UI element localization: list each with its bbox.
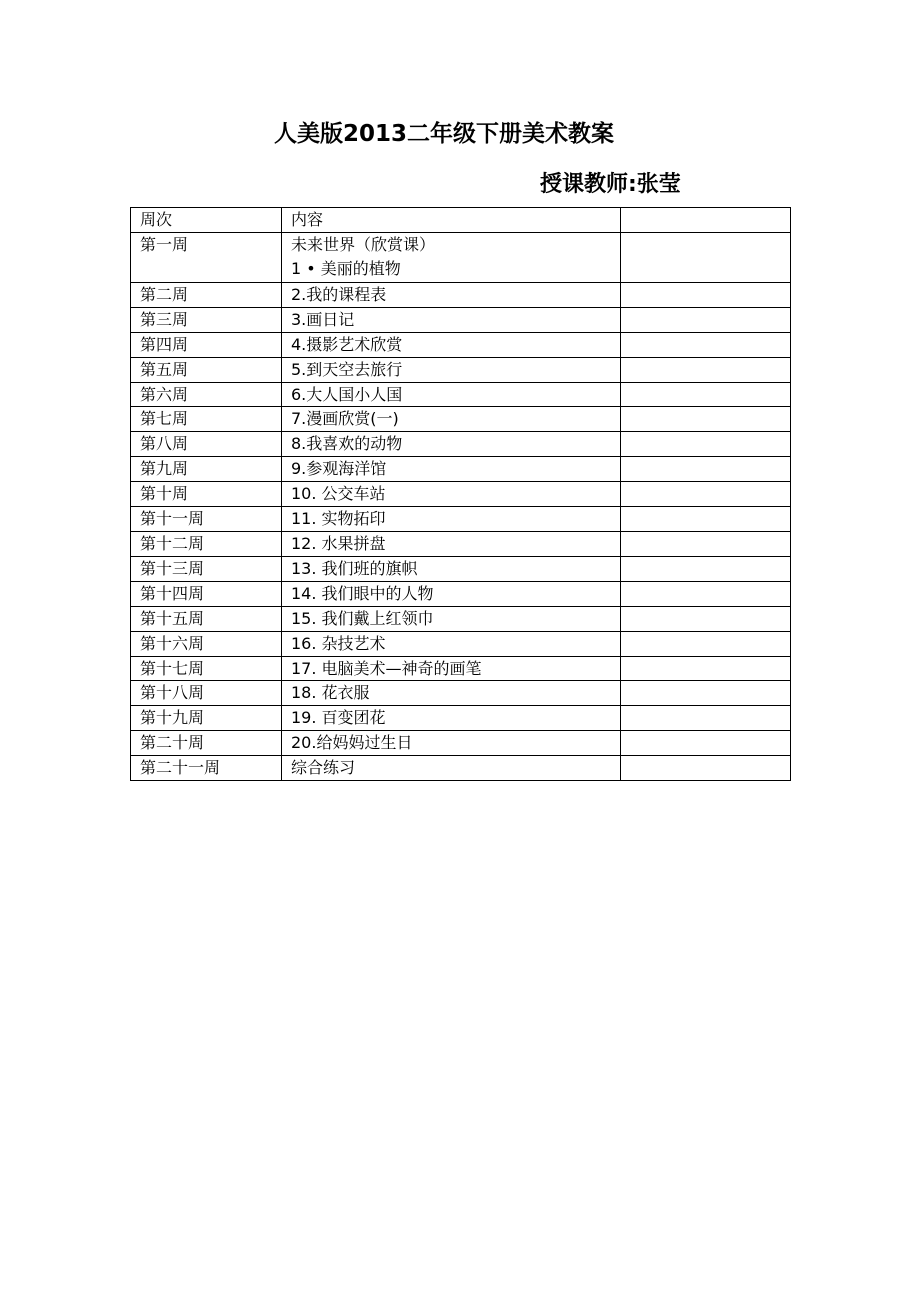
header-notes [621, 208, 791, 233]
week-cell: 第十周 [131, 482, 282, 507]
content-cell [282, 631, 621, 656]
content-cell [282, 681, 621, 706]
notes-cell [621, 482, 791, 507]
week-cell: 第十六周 [131, 631, 282, 656]
lesson-title: 15. 我们戴上红领巾 [291, 608, 434, 628]
lesson-title: 11. 实物拓印 [291, 509, 386, 529]
content-cell [282, 581, 621, 606]
header-content: 内容 [282, 208, 621, 233]
lesson-title: 2.我的课程表 [291, 284, 387, 304]
table-row [131, 232, 791, 282]
week-cell: 第十七周 [131, 656, 282, 681]
table-row [131, 706, 791, 731]
content-cell [282, 332, 621, 357]
table-row [131, 407, 791, 432]
lesson-title: 20.给妈妈过生日 [291, 733, 413, 753]
notes-cell [621, 631, 791, 656]
content-cell [282, 457, 621, 482]
week-cell: 第九周 [131, 457, 282, 482]
lesson-title: 10. 公交车站 [291, 484, 386, 504]
week-cell: 第一周 [131, 232, 282, 282]
table-row [131, 482, 791, 507]
notes-cell [621, 681, 791, 706]
table-row [131, 756, 791, 781]
notes-cell [621, 357, 791, 382]
week-cell: 第五周 [131, 357, 282, 382]
week-cell: 第二周 [131, 282, 282, 307]
content-cell [282, 407, 621, 432]
notes-cell [621, 706, 791, 731]
week-cell: 第十五周 [131, 606, 282, 631]
document-title: 人美版2013二年级下册美术教案 [273, 121, 614, 147]
content-cell [282, 382, 621, 407]
lesson-title: 18. 花衣服 [291, 683, 370, 703]
lesson-title: 17. 电脑美术—神奇的画笔 [291, 658, 482, 678]
week-cell: 第二十周 [131, 731, 282, 756]
notes-cell [621, 581, 791, 606]
content-cell [282, 507, 621, 532]
content-cell [282, 482, 621, 507]
table-row [131, 382, 791, 407]
table-row [131, 731, 791, 756]
lesson-title: 1 • 美丽的植物 [291, 259, 401, 279]
notes-cell [621, 656, 791, 681]
notes-cell [621, 507, 791, 532]
lesson-title: 13. 我们班的旗帜 [291, 558, 418, 578]
notes-cell [621, 432, 791, 457]
week-cell: 第四周 [131, 332, 282, 357]
lesson-title: 16. 杂技艺术 [291, 633, 386, 653]
lesson-title: 5.到天空去旅行 [291, 359, 403, 379]
table-row [131, 507, 791, 532]
table-row [131, 432, 791, 457]
table-row [131, 457, 791, 482]
week-cell: 第十九周 [131, 706, 282, 731]
lesson-title: 6.大人国小人国 [291, 384, 403, 404]
content-cell [282, 556, 621, 581]
notes-cell [621, 756, 791, 781]
lesson-title: 3.画日记 [291, 309, 355, 329]
lesson-title: 19. 百变团花 [291, 708, 386, 728]
content-cell [282, 432, 621, 457]
content-cell [282, 307, 621, 332]
lesson-title: 12. 水果拼盘 [291, 533, 386, 553]
lesson-title: 14. 我们眼中的人物 [291, 583, 434, 603]
schedule-table [130, 207, 791, 781]
notes-cell [621, 232, 791, 282]
table-row [131, 307, 791, 332]
content-cell [282, 232, 621, 282]
lesson-title: 4.摄影艺术欣赏 [291, 334, 403, 354]
lesson-title: 8.我喜欢的动物 [291, 434, 403, 454]
notes-cell [621, 382, 791, 407]
notes-cell [621, 531, 791, 556]
notes-cell [621, 332, 791, 357]
lesson-title: 9.参观海洋馆 [291, 459, 387, 479]
content-cell [282, 606, 621, 631]
notes-cell [621, 282, 791, 307]
week-cell: 第二十一周 [131, 756, 282, 781]
week-cell: 第十三周 [131, 556, 282, 581]
header-week: 周次 [131, 208, 282, 233]
content-cell [282, 731, 621, 756]
table-row [131, 282, 791, 307]
header-row [131, 208, 791, 233]
notes-cell [621, 457, 791, 482]
table-row [131, 681, 791, 706]
table-row [131, 332, 791, 357]
notes-cell [621, 731, 791, 756]
week-cell: 第十八周 [131, 681, 282, 706]
week-cell: 第三周 [131, 307, 282, 332]
table-row [131, 531, 791, 556]
table-row [131, 606, 791, 631]
table-row [131, 656, 791, 681]
content-cell [282, 357, 621, 382]
lesson-title: 综合练习 [291, 758, 356, 778]
content-cell [282, 282, 621, 307]
content-cell [282, 756, 621, 781]
teacher-name: 授课教师:张莹 [540, 172, 681, 197]
lesson-title: 未来世界（欣赏课） [291, 234, 436, 254]
week-cell: 第六周 [131, 382, 282, 407]
week-cell: 第十四周 [131, 581, 282, 606]
content-cell [282, 656, 621, 681]
table-row [131, 631, 791, 656]
week-cell: 第十二周 [131, 531, 282, 556]
notes-cell [621, 556, 791, 581]
table-row [131, 581, 791, 606]
notes-cell [621, 307, 791, 332]
week-cell: 第七周 [131, 407, 282, 432]
notes-cell [621, 407, 791, 432]
table-row [131, 357, 791, 382]
content-cell [282, 531, 621, 556]
table-row [131, 556, 791, 581]
content-cell [282, 706, 621, 731]
week-cell: 第十一周 [131, 507, 282, 532]
week-cell: 第八周 [131, 432, 282, 457]
lesson-title: 7.漫画欣赏(一) [291, 409, 399, 429]
notes-cell [621, 606, 791, 631]
